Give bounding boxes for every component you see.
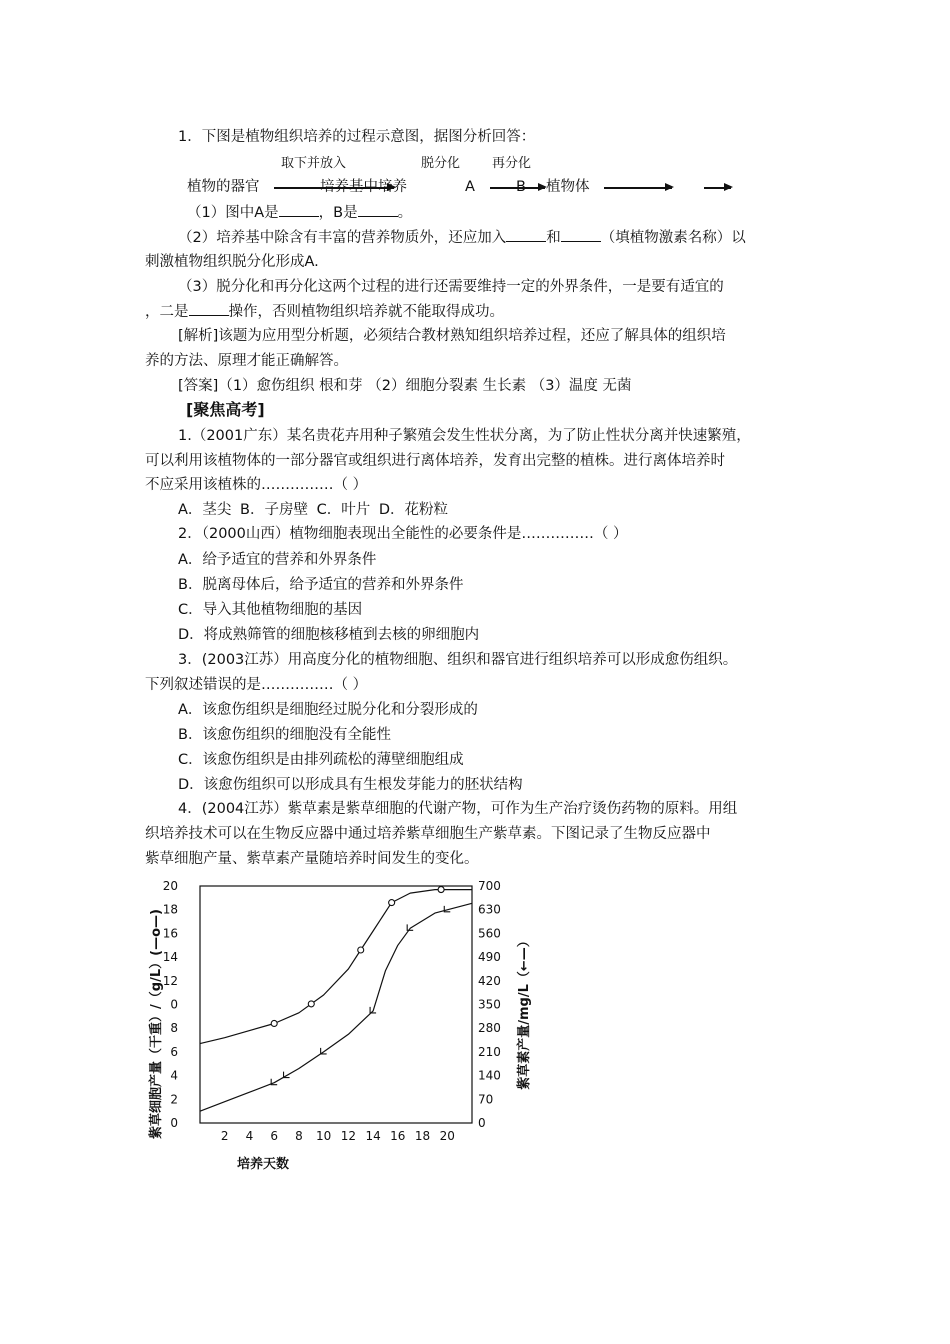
- exam-q3-line1: 3．(2003江苏）用高度分化的植物细胞、组织和器官进行组织培养可以形成愈伤组织。: [178, 652, 738, 668]
- y-left-tick-label: 6: [170, 1044, 178, 1059]
- q1-intro: 1．下图是植物组织培养的过程示意图，据图分析回答：: [178, 129, 536, 145]
- q1-answer: [答案]（1）愈伤组织 根和芽 （2）细胞分裂素 生长素 （3）温度 无菌: [178, 378, 632, 394]
- x-axis-label: 培养天数: [237, 1157, 290, 1172]
- exam-q2-option-a: A．给予适宜的营养和外界条件: [178, 552, 377, 568]
- diagram-arrow-3: [604, 187, 672, 189]
- x-tick-label: 6: [270, 1129, 279, 1143]
- chart-series: [200, 887, 472, 1112]
- chart-ticks: [163, 879, 501, 1143]
- diagram-label-dedifferentiation: 脱分化: [421, 156, 461, 171]
- x-tick-label: 10: [315, 1129, 332, 1143]
- plot-frame: [200, 886, 472, 1123]
- y-left-tick-label: 18: [162, 902, 178, 917]
- y-right-tick-label: 210: [478, 1044, 501, 1059]
- y-left-tick-label: 0: [170, 997, 178, 1012]
- y-left-tick-label: 8: [170, 1021, 178, 1036]
- exam-q2-option-b: B．脱离母体后，给予适宜的营养和外界条件: [178, 577, 464, 593]
- q1-analysis-line2: 养的方法、原理才能正确解答。: [145, 353, 348, 369]
- culture-chart: [140, 872, 560, 1177]
- exam-q1-line2: 可以利用该植物体的一部分器官或组织进行离体培养，发育出完整的植株。进行离体培养时: [145, 453, 725, 469]
- q1-sub3-line1: （3）脱分化和再分化这两个过程的进行还需要维持一定的外界条件，一是要有适宜的: [178, 279, 724, 295]
- exam-q3-option-b: B．该愈伤组织的细胞没有全能性: [178, 727, 391, 743]
- y-left-tick-label: 14: [162, 950, 178, 965]
- series-line-shikonin-yield: [200, 903, 472, 1111]
- cell-yield-point: [308, 1001, 314, 1007]
- q1-sub2: （2）培养基中除含有丰富的营养物质外，还应加入 和 （填植物激素名称）以: [178, 227, 746, 248]
- y-right-tick-label: 140: [478, 1068, 501, 1083]
- x-tick-label: 12: [340, 1129, 357, 1143]
- q1-sub3-line2: ，二是 操作，否则植物组织培养就不能取得成功。: [145, 301, 504, 322]
- diagram-node-plant: 植物体: [546, 179, 590, 195]
- exam-q3-line2: 下列叙述错误的是……………（ ）: [145, 677, 368, 693]
- y-left-tick-label: 20: [162, 879, 178, 893]
- answer-blank-hormone-1[interactable]: [506, 227, 546, 242]
- y-right-tick-label: 350: [478, 997, 501, 1012]
- y-left-tick-label: 4: [170, 1068, 178, 1083]
- y-right-tick-label: 630: [478, 902, 501, 917]
- cell-yield-point: [438, 887, 444, 893]
- y-right-tick-label: 280: [478, 1021, 501, 1036]
- x-tick-label: 18: [414, 1129, 431, 1143]
- diagram-label-redifferentiation: 再分化: [492, 156, 532, 171]
- exam-q2-option-c: C．导入其他植物细胞的基因: [178, 602, 363, 618]
- x-tick-label: 8: [295, 1129, 303, 1143]
- y-axis-right-label: 紫草素产量/mg/L（←—）: [517, 934, 532, 1090]
- y-axis-left-label: 紫草细胞产量（干重）/（g/L）(—o—): [149, 909, 164, 1139]
- exam-q3-option-c: C．该愈伤组织是由排列疏松的薄壁细胞组成: [178, 752, 464, 768]
- y-left-tick-label: 12: [162, 973, 178, 988]
- y-left-tick-label: 0: [170, 1116, 178, 1130]
- series-line-cell-yield: [200, 890, 472, 1044]
- x-tick-label: 2: [220, 1129, 229, 1143]
- y-right-tick-label: 560: [478, 926, 501, 941]
- answer-blank-operation[interactable]: [189, 301, 229, 316]
- x-tick-label: 14: [365, 1129, 381, 1143]
- diagram-node-a: A: [465, 179, 475, 195]
- x-tick-label: 16: [390, 1129, 406, 1143]
- exam-q2-option-d: D．将成熟筛管的细胞核移植到去核的卵细胞内: [178, 627, 480, 643]
- cell-yield-point: [358, 947, 364, 953]
- answer-blank-hormone-2[interactable]: [561, 227, 601, 242]
- cell-yield-point: [389, 900, 395, 906]
- y-left-tick-label: 2: [170, 1092, 178, 1107]
- q1-sub1: （1）图中A是 ，B是 。: [187, 202, 412, 223]
- q1-analysis-line1: [解析]该题为应用型分析题，必须结合教材熟知组织培养过程，还应了解具体的组织培: [178, 328, 726, 344]
- exam-q2-stem: 2．（2000山西）植物细胞表现出全能性的必要条件是……………（ ）: [178, 526, 628, 542]
- x-tick-label: 20: [439, 1129, 455, 1143]
- exam-q4-line2: 织培养技术可以在生物反应器中通过培养紫草细胞生产紫草素。下图记录了生物反应器中: [145, 826, 711, 842]
- exam-q1-options: A．茎尖 B．子房壁 C．叶片 D．花粉粒: [178, 502, 448, 518]
- exam-q1-line3: 不应采用该植株的……………（ ）: [145, 477, 368, 493]
- y-right-tick-label: 490: [478, 950, 501, 965]
- y-left-tick-label: 16: [162, 926, 178, 941]
- y-right-tick-label: 700: [478, 879, 501, 893]
- y-right-tick-label: 0: [478, 1116, 486, 1130]
- chart-axes: [200, 886, 472, 1123]
- exam-q4-line1: 4．(2004江苏）紫草素是紫草细胞的代谢产物，可作为生产治疗烫伤药物的原料。用组: [178, 801, 738, 817]
- diagram-label-remove: 取下并放入: [281, 156, 347, 171]
- exam-q4-line3: 紫草细胞产量、紫草素产量随培养时间发生的变化。: [145, 851, 479, 867]
- answer-blank-b[interactable]: [358, 202, 398, 217]
- diagram-node-organ: 植物的器官: [187, 179, 260, 195]
- y-right-tick-label: 70: [478, 1092, 494, 1107]
- y-right-tick-label: 420: [478, 973, 501, 988]
- cell-yield-point: [271, 1020, 277, 1026]
- exam-q3-option-d: D．该愈伤组织可以形成具有生根发芽能力的胚状结构: [178, 777, 523, 793]
- answer-blank-a[interactable]: [279, 202, 319, 217]
- exam-q3-option-a: A．该愈伤组织是细胞经过脱分化和分裂形成的: [178, 702, 478, 718]
- diagram-arrow-4: [704, 187, 731, 189]
- diagram-node-medium: 培养基中培养: [320, 179, 407, 195]
- q1-sub2-line2: 刺激植物组织脱分化形成A.: [145, 254, 319, 270]
- x-tick-label: 4: [245, 1129, 254, 1143]
- diagram-node-b: B: [516, 179, 526, 195]
- exam-q1-line1: 1.（2001广东）某名贵花卉用种子繁殖会发生性状分离，为了防止性状分离并快速繁殖，: [178, 428, 751, 444]
- section-title: [聚焦高考]: [186, 400, 265, 419]
